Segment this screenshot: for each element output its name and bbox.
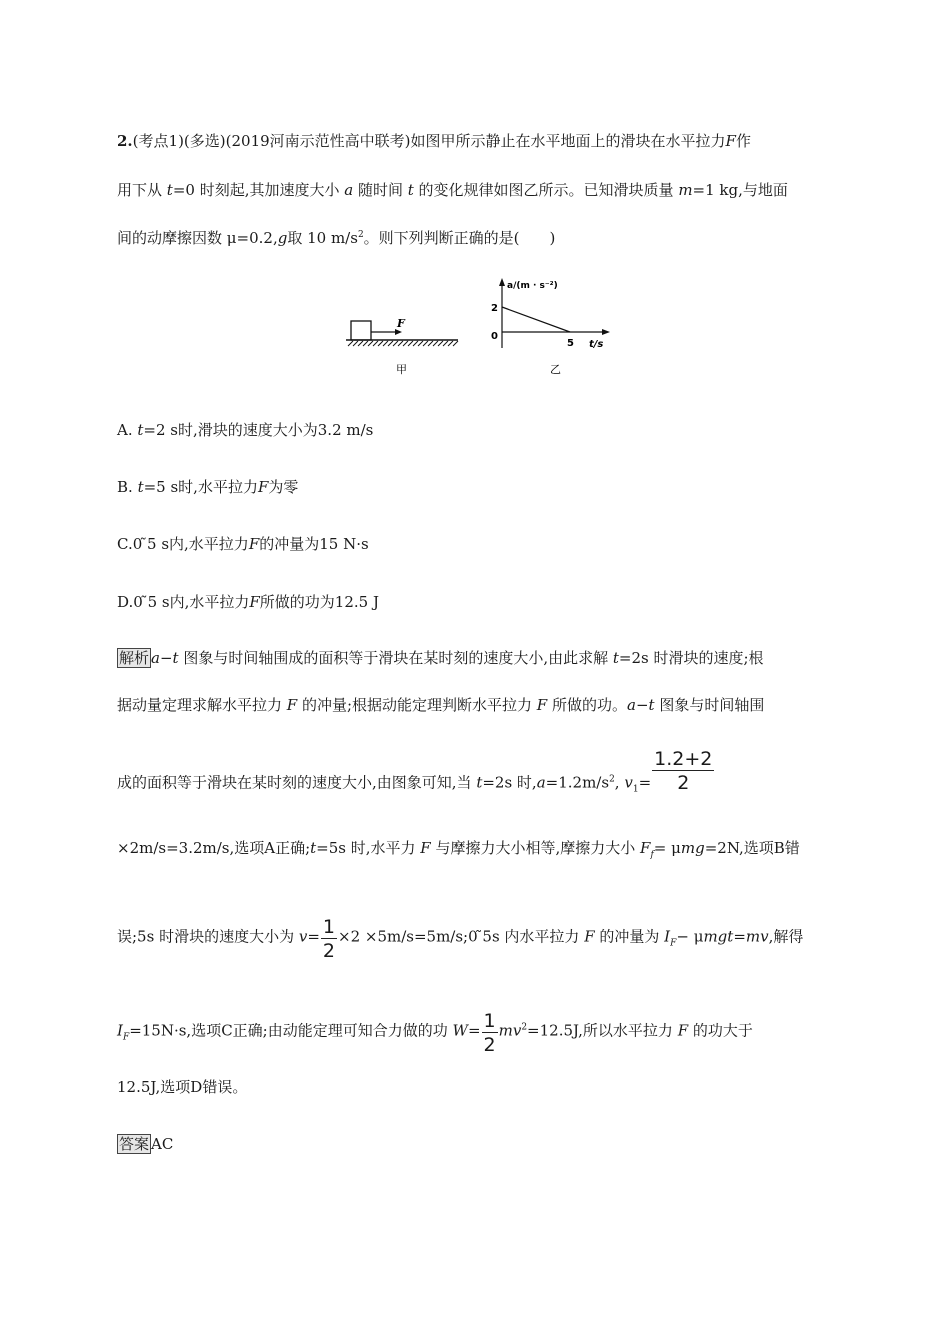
option-b: B. t=5 s时,水平拉力F为零 — [117, 478, 299, 496]
analysis-line-6: $I_F=15N\cdot s$,选项C正确;由动能定理可知合力做的功 W= $\frac{1}{2}$ $mv^2=12.5J$,所以水平拉力 F 的功大于 — [117, 1010, 753, 1056]
block — [351, 321, 371, 340]
question-line-2: 用下从 t=0 时刻起,其加速度大小 a 随时间 t 的变化规律如图乙所示。已知滑块质量 m=1 kg,与地面 — [117, 181, 788, 199]
figure-yi-label: 乙 — [550, 363, 561, 376]
analysis-line-7: 12.5J,选项D错误。 — [117, 1078, 248, 1096]
analysis-line-5: 误;5s 时滑块的速度大小为 v= $\frac{1}{2}$ ×2 ×5m/s=5m/s;0 ̃5s 内水平拉力 F 的冲量为 $I_F- \mu mgt=mv$,解得 — [117, 916, 804, 962]
y-axis-label: a/(m · s⁻²) — [507, 281, 558, 291]
question-line-3: 间的动摩擦因数 μ=0.2,g取 10 $m/s^2$。则下列判断正确的是( ) — [117, 229, 556, 247]
series-line — [502, 307, 570, 332]
answer-line — [117, 1134, 173, 1154]
figure-jia — [340, 310, 465, 380]
force-label: F — [397, 317, 405, 330]
y-axis-arrowhead — [499, 278, 505, 286]
ground-hatch — [348, 341, 458, 346]
x-tick-label: 5 — [567, 338, 574, 349]
x-axis-arrowhead — [602, 329, 610, 335]
answer-tag: 答案 — [119, 1135, 150, 1153]
fraction-half-2: $\frac{1}{2}$ — [483, 1010, 496, 1056]
option-d: D.0 ̃5 s内,水平拉力F所做的功为12.5 J — [117, 593, 379, 611]
origin-tick-label: 0 — [491, 331, 498, 342]
question-line-1: 2.(考点1)(多选)(2019河南示范性高中联考)如图甲所示静止在水平地面上的滑块在水平拉力F作 — [117, 132, 751, 150]
fraction-v1: $\frac{1.2+2}{2}$ — [654, 748, 713, 794]
analysis-tag: 解析 — [119, 649, 150, 667]
option-a: A. t=2 s时,滑块的速度大小为3.2 m/s — [117, 421, 374, 439]
x-axis-label: t/s — [589, 339, 604, 350]
y-tick-label: 2 — [491, 303, 498, 314]
chart-marks — [491, 303, 574, 349]
analysis-line-4: ×2m/s=3.2m/s,选项A正确;t=5s 时,水平力 F 与摩擦力大小相等,摩擦力大小 $F_f= \mu mg=2N$,选项B错 — [117, 839, 800, 860]
option-c: C.0 ̃5 s内,水平拉力F的冲量为15 N·s — [117, 535, 369, 553]
answer-value: AC — [151, 1135, 174, 1153]
analysis-line-3: 成的面积等于滑块在某时刻的速度大小,由图象可知,当 t=2s 时$,a=1.2m/s^2$, $v_1=$ $\frac{1.2+2}{2}$ — [117, 748, 713, 795]
figure-yi-chart — [478, 272, 628, 382]
fraction-half-1: $\frac{1}{2}$ — [322, 916, 335, 962]
question-number: 2. — [117, 132, 133, 150]
analysis-line-1: 解析 a−t 图象与时间轴围成的面积等于滑块在某时刻的速度大小,由此求解 t=2s 时滑块的速度;根 — [119, 649, 764, 667]
figure-jia-label: 甲 — [396, 363, 407, 376]
analysis-line-2: 据动量定理求解水平拉力 F 的冲量;根据动能定理判断水平拉力 F 所做的功。a−t 图象与时间轴围 — [117, 696, 765, 714]
